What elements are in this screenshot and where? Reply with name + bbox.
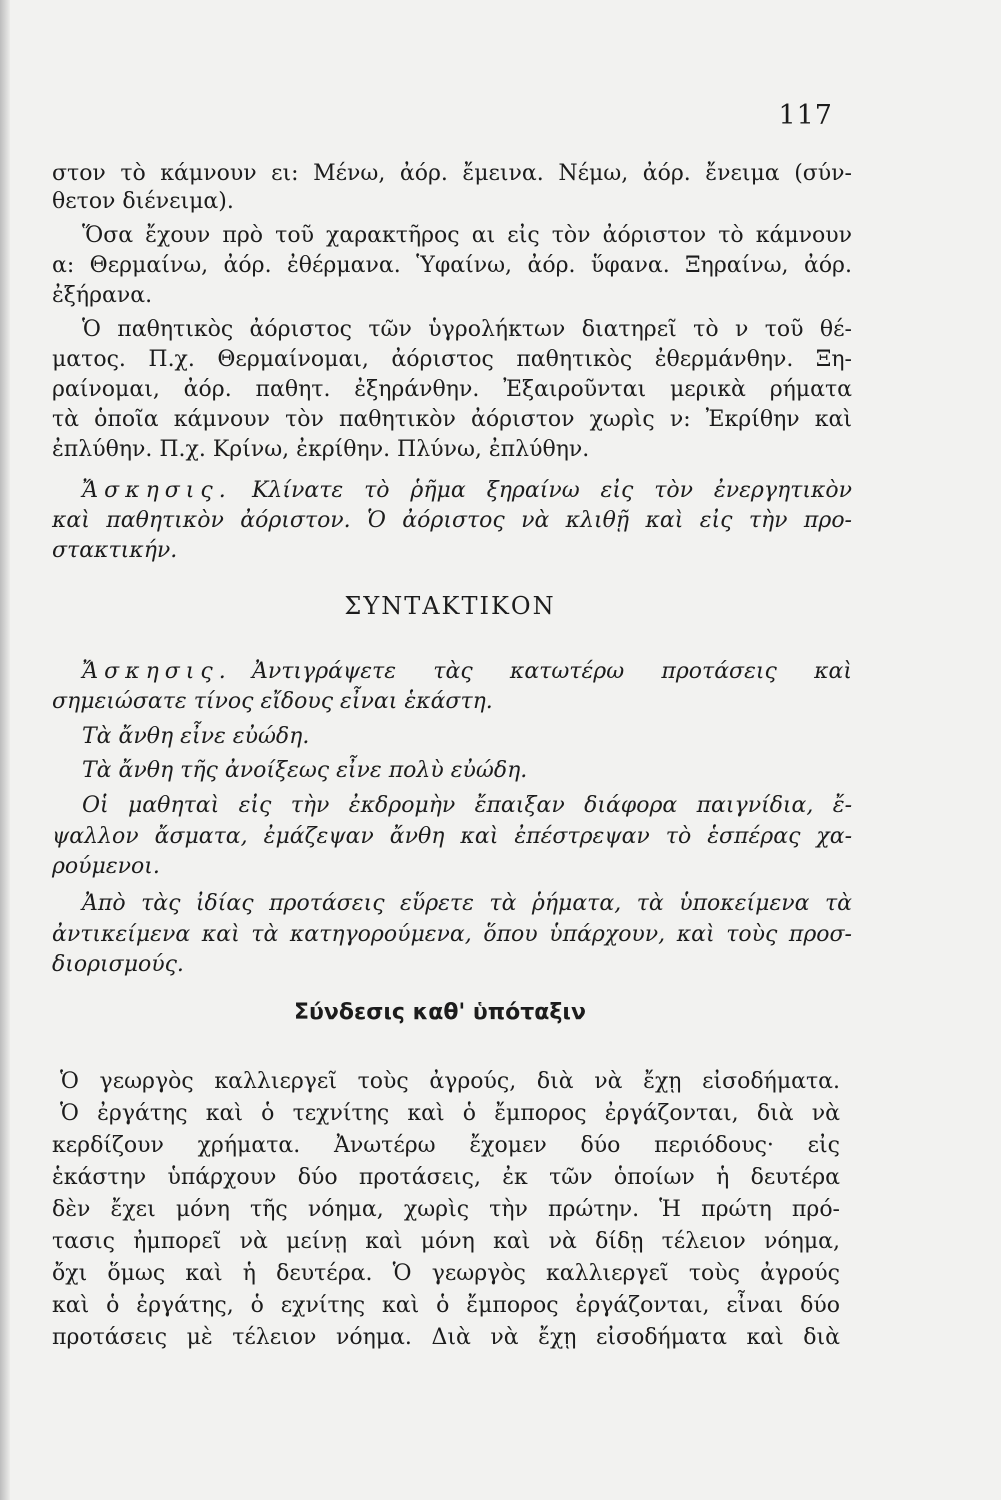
section-heading: ΣΥΝΤΑΚΤΙΚΟΝ bbox=[344, 592, 556, 620]
text-line: Ὁ παθητικὸς ἀόριστος τῶν ὑγρολήκτων διατηρεῖ τὸ ν τοῦ θέ- bbox=[82, 317, 852, 342]
text-line: ἀντικείμενα καὶ τὰ κατηγορούμενα, ὅπου ὑπάρχουν, καὶ τοὺς προσ- bbox=[52, 922, 852, 947]
text-line: Οἱ μαθηταὶ εἰς τὴν ἐκδρομὴν ἔπαιξαν διάφορα παιγνίδια, ἔ- bbox=[82, 793, 852, 818]
text-line: ραίνομαι, ἀόρ. παθητ. ἐξηράνθην. Ἐξαιροῦνται μερικὰ ρήματα bbox=[52, 377, 852, 402]
text-line: ψαλλον ἄσματα, ἐμάζεψαν ἄνθη καὶ ἐπέστρεψαν τὸ ἑσπέρας χα- bbox=[52, 824, 852, 849]
text-line: ἑκάστην ὑπάρχουν δύο προτάσεις, ἐκ τῶν ὁποίων ἡ δευτέρα bbox=[52, 1165, 840, 1190]
text-line: τασις ἠμπορεῖ νὰ μείνῃ καὶ μόνη καὶ νὰ δίδῃ τέλειον νόημα, bbox=[52, 1229, 840, 1254]
page-number: 117 bbox=[778, 100, 833, 131]
exercise-line bbox=[82, 658, 852, 686]
text-line: τὰ ὁποῖα κάμνουν τὸν παθητικὸν ἀόριστον χωρὶς ν: Ἐκρίθην καὶ bbox=[52, 407, 852, 432]
text-line: α: Θερμαίνω, ἀόρ. ἐθέρμανα. Ὑφαίνω, ἀόρ. ὕφανα. Ξηραίνω, ἀόρ. bbox=[52, 253, 852, 278]
text-line: ὄχι ὅμως καὶ ἡ δευτέρα. Ὁ γεωργὸς καλλιεργεῖ τοὺς ἀγρούς bbox=[52, 1261, 840, 1286]
text-line: ρούμενοι. bbox=[52, 854, 160, 879]
exercise-line bbox=[82, 477, 852, 505]
text-line: δὲν ἔχει μόνη τῆς νόημα, χωρὶς τὴν πρώτην. Ἡ πρώτη πρό- bbox=[52, 1197, 840, 1222]
text-line: προτάσεις μὲ τέλειον νόημα. Διὰ νὰ ἔχῃ εἰσοδήματα καὶ διὰ bbox=[52, 1325, 840, 1350]
text-line: καὶ ὁ ἐργάτης, ὁ εχνίτης καὶ ὁ ἔμπορος ἐργάζονται, εἶναι δύο bbox=[52, 1293, 840, 1318]
text-line: στακτικήν. bbox=[52, 538, 178, 563]
text-line: Ὁ γεωργὸς καλλιεργεῖ τοὺς ἀγρούς, διὰ νὰ ἔχῃ εἰσοδήματα. bbox=[60, 1069, 840, 1094]
page-spine-shadow bbox=[0, 0, 10, 1500]
text-line: σημειώσατε τίνος εἴδους εἶναι ἑκάστη. bbox=[52, 689, 493, 714]
exercise-text: Κλίνατε τὸ ῥῆμα ξηραίνω εἰς τὸν ἐνεργητικὸν bbox=[252, 478, 852, 503]
text-line: θετον διένειμα). bbox=[52, 189, 234, 214]
text-line: διορισμούς. bbox=[52, 952, 184, 977]
text-line: ἐξήρανα. bbox=[52, 283, 153, 308]
text-line: ἐπλύθην. Π.χ. Κρίνω, ἐκρίθην. Πλύνω, ἐπλύθην. bbox=[52, 437, 590, 462]
exercise-text: Ἀντιγράψετε τὰς κατωτέρω προτάσεις καὶ bbox=[252, 659, 852, 684]
text-line: κερδίζουν χρήματα. Ἀνωτέρω ἔχομεν δύο περιόδους· εἰς bbox=[52, 1133, 840, 1158]
text-line: στον τὸ κάμνουν ει: Μένω, ἀόρ. ἔμεινα. Νέμω, ἀόρ. ἔνειμα (σύν- bbox=[52, 161, 852, 186]
text-line: Ὅσα ἔχουν πρὸ τοῦ χαρακτῆρος αι εἰς τὸν ἀόριστον τὸ κάμνουν bbox=[82, 223, 852, 248]
example-sentence: Τὰ ἄνθη εἶνε εὐώδη. bbox=[82, 724, 310, 749]
subsection-heading: Σύνδεσις καθ' ὑπόταξιν bbox=[294, 1000, 586, 1025]
example-sentence: Τὰ ἄνθη τῆς ἀνοίξεως εἶνε πολὺ εὐώδη. bbox=[82, 758, 528, 783]
exercise-label: Ἄσκησις. bbox=[82, 478, 232, 503]
exercise-label: Ἄσκησις. bbox=[82, 659, 232, 684]
text-line: Ὁ ἐργάτης καὶ ὁ τεχνίτης καὶ ὁ ἔμπορος ἐργάζονται, διὰ νὰ bbox=[60, 1101, 840, 1126]
text-line: ματος. Π.χ. Θερμαίνομαι, ἀόριστος παθητικὸς ἐθερμάνθην. Ξη- bbox=[52, 347, 852, 372]
text-line: καὶ παθητικὸν ἀόριστον. Ὁ ἀόριστος νὰ κλιθῇ καὶ εἰς τὴν προ- bbox=[52, 508, 852, 533]
text-line: Ἀπὸ τὰς ἰδίας προτάσεις εὕρετε τὰ ῥήματα, τὰ ὑποκείμενα τὰ bbox=[82, 891, 852, 916]
